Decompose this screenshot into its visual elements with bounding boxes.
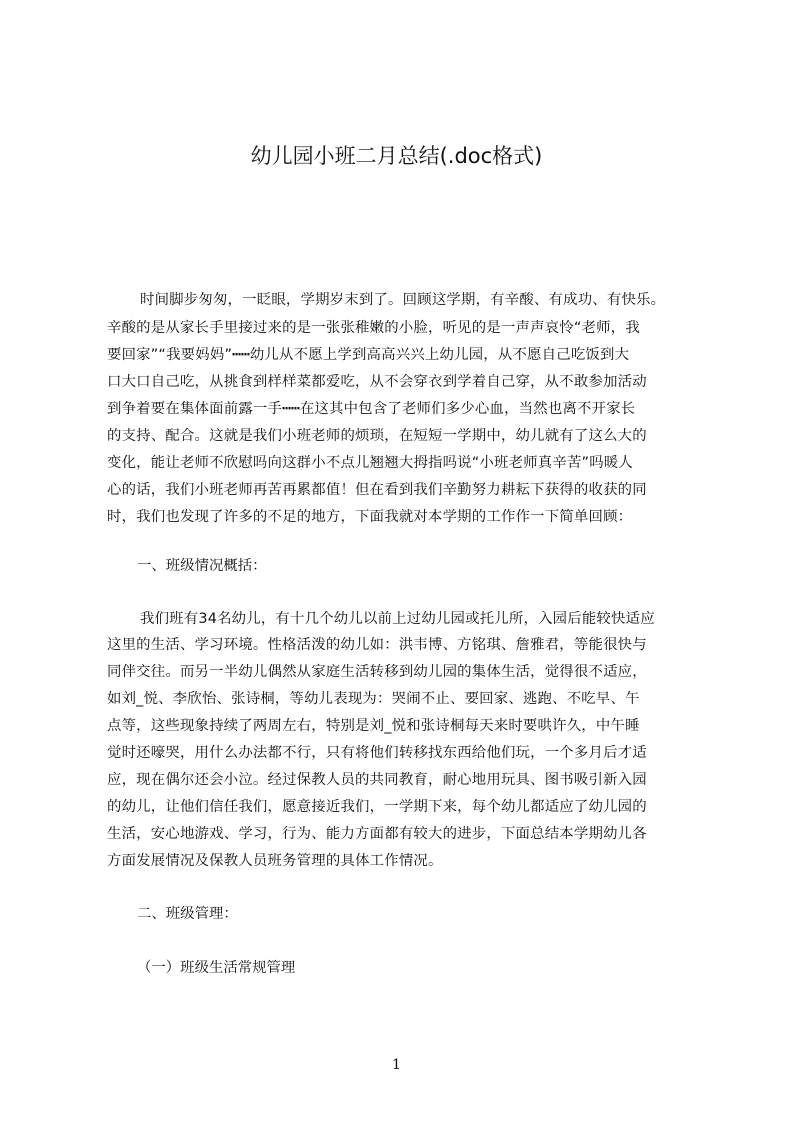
paragraph-line: 如刘_悦、李欣怡、张诗桐，等幼儿表现为：哭闹不止、要回家、逃跑、不吃早、午 bbox=[107, 691, 640, 707]
section-heading-class-management: 二、班级管理： bbox=[137, 906, 238, 922]
paragraph-line: 同伴交往。而另一半幼儿偶然从家庭生活转移到幼儿园的集体生活，觉得很不适应， bbox=[107, 664, 647, 680]
paragraph-line: 到争着要在集体面前露一手┅┅在这其中包含了老师们多少心血，当然也离不开家长 bbox=[107, 401, 636, 417]
paragraph-line: 要回家”“我要妈妈”┅┅幼儿从不愿上学到高高兴兴上幼儿园，从不愿自己吃饭到大 bbox=[107, 347, 630, 363]
section-heading-class-overview: 一、班级情况概括： bbox=[137, 558, 267, 574]
paragraph-line: 生活，安心地游戏、学习，行为、能力方面都有较大的进步，下面总结本学期幼儿各 bbox=[107, 826, 647, 842]
paragraph-line: 的幼儿，让他们信任我们，愿意接近我们，一学期下来，每个幼儿都适应了幼儿园的 bbox=[107, 799, 647, 815]
paragraph-line: 时间脚步匆匆，一眨眼，学期岁末到了。回顾这学期，有辛酸、有成功、有快乐。 bbox=[140, 292, 666, 308]
paragraph-line: 这里的生活、学习环境。性格活泼的幼儿如：洪韦博、方铭琪、詹雅君，等能很快与 bbox=[107, 637, 647, 653]
subsection-heading-daily-routine: （一）班级生活常规管理 bbox=[137, 960, 296, 976]
paragraph-line: 我们班有34名幼儿，有十几个幼儿以前上过幼儿园或托儿所，入园后能较快适应 bbox=[140, 611, 655, 627]
page-number: 1 bbox=[392, 1057, 401, 1073]
paragraph-line: 时，我们也发现了许多的不足的地方，下面我就对本学期的工作作一下简单回顾： bbox=[107, 509, 633, 525]
paragraph-line: 应，现在偶尔还会小泣。经过保教人员的共同教育，耐心地用玩具、图书吸引新入园 bbox=[107, 772, 647, 788]
paragraph-line: 的支持、配合。这就是我们小班老师的烦琐，在短短一学期中，幼儿就有了这么大的 bbox=[107, 428, 647, 444]
paragraph-line: 口大口自己吃，从挑食到样样菜都爱吃，从不会穿衣到学着自己穿，从不敢参加活动 bbox=[107, 374, 647, 390]
paragraph-line: 心的话，我们小班老师再苦再累都值！但在看到我们辛勤努力耕耘下获得的收获的同 bbox=[107, 482, 647, 498]
document-title: 幼儿园小班二月总结(.doc格式) bbox=[250, 144, 543, 168]
paragraph-line: 觉时还嚎哭，用什么办法都不行，只有将他们转移找东西给他们玩，一个多月后才适 bbox=[107, 745, 647, 761]
paragraph-line: 变化，能让老师不欣慰吗向这群小不点儿翘翘大拇指吗说“小班老师真辛苦”吗暖人 bbox=[107, 455, 633, 471]
paragraph-line: 点等，这些现象持续了两周左右，特别是刘_悦和张诗桐每天来时要哄许久，中午睡 bbox=[107, 718, 640, 734]
paragraph-line: 辛酸的是从家长手里接过来的是一张张稚嫩的小脸，听见的是一声声哀怜“老师，我 bbox=[107, 320, 640, 336]
paragraph-line: 方面发展情况及保教人员班务管理的具体工作情况。 bbox=[107, 853, 443, 869]
